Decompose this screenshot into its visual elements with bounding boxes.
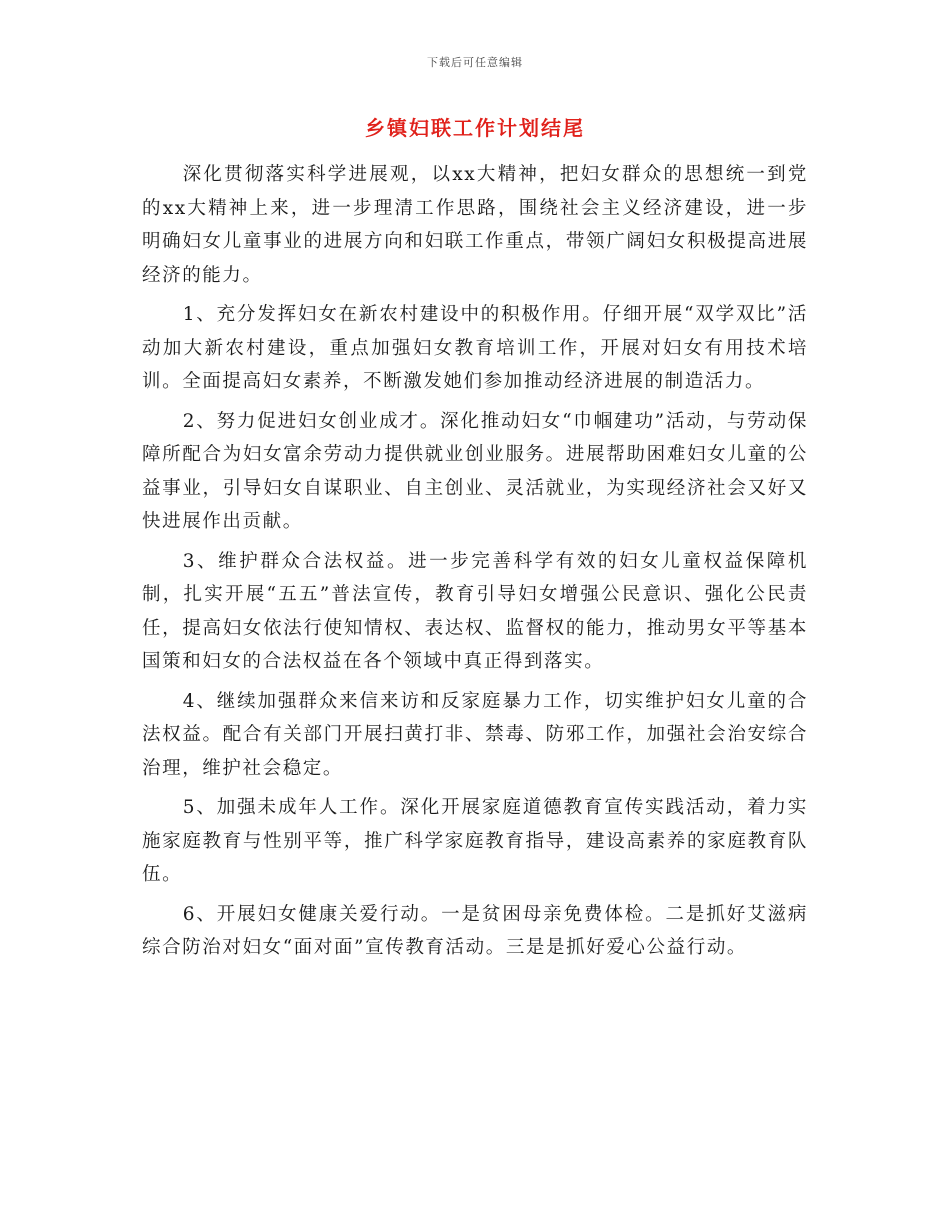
paragraph-item-1: 1、充分发挥妇女在新农村建设中的积极作用。仔细开展“双学双比”活动加大新农村建设，重点加强妇女教育培训工作，开展对妇女有用技术培训。全面提高妇女素养，不断激发她们参加推动经济进展的制造活力。 (142, 304, 808, 392)
paragraph-item-3: 3、维护群众合法权益。进一步完善科学有效的妇女儿童权益保障机制，扎实开展“五五”普法宣传，教育引导妇女增强公民意识、强化公民责任，提高妇女依法行使知情权、表达权、监督权的能力，推动男女平等基本国策和妇女的合法权益在各个领域中真正得到落实。 (142, 550, 808, 672)
paragraph-item-5: 5、加强未成年人工作。深化开展家庭道德教育宣传实践活动，着力实施家庭教育与性别平等，推广科学家庭教育指导，建设高素养的家庭教育队伍。 (142, 797, 808, 885)
document-body (142, 158, 808, 971)
header-note: 下载后可任意编辑 (427, 56, 523, 69)
paragraph-item-6: 6、开展妇女健康关爱行动。一是贫困母亲免费体检。二是抓好艾滋病综合防治对妇女“面对面”宣传教育活动。三是是抓好爱心公益行动。 (142, 903, 808, 958)
paragraph-item-4: 4、继续加强群众来信来访和反家庭暴力工作，切实维护妇女儿童的合法权益。配合有关部门开展扫黄打非、禁毒、防邪工作，加强社会治安综合治理，维护社会稳定。 (142, 690, 808, 779)
paragraph-item-2: 2、努力促进妇女创业成才。深化推动妇女“巾帼建功”活动，与劳动保障所配合为妇女富余劳动力提供就业创业服务。进展帮助困难妇女儿童的公益事业，引导妇女自谋职业、自主创业、灵活就业，为实现经济社会又好又快进展作出贡献。 (142, 410, 808, 532)
document-title: 乡镇妇联工作计划结尾 (365, 116, 585, 140)
paragraph-intro: 深化贯彻落实科学进展观，以xx大精神，把妇女群众的思想统一到党的xx大精神上来，进一步理清工作思路，围绕社会主义经济建设，进一步明确妇女儿童事业的进展方向和妇联工作重点，带领广阔妇女积极提高进展经济的能力。 (142, 164, 808, 286)
